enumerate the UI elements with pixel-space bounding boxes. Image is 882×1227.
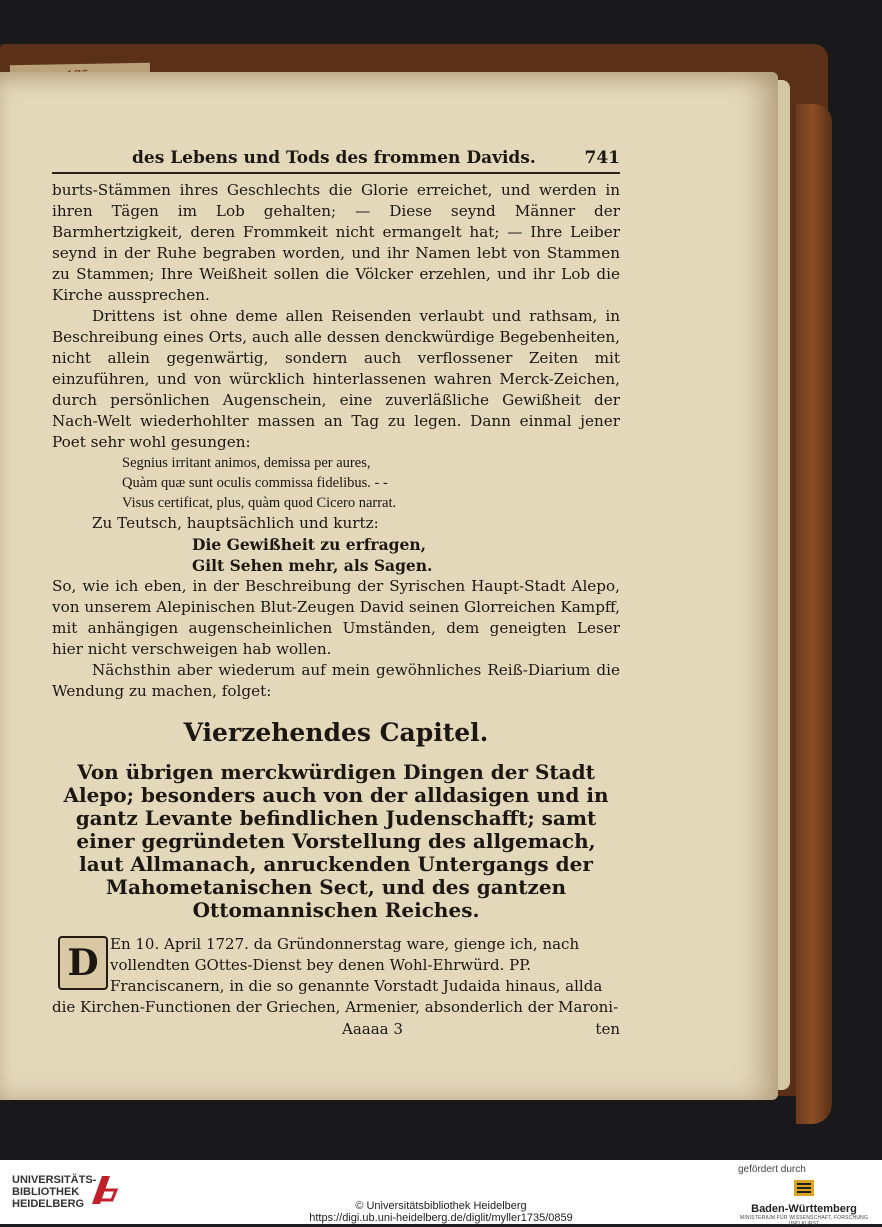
latin-line-3: Visus certificat, plus, quàm quod Cicero narrat. [122, 495, 397, 511]
chapter-subtitle: Von übrigen merckwürdigen Dingen der Stadt Alepo; besonders auch von der alldasigen und in gantz Levante befindlichen Judenschafft; samt einer gegründeten Vorstellung des allgemach, laut Allmanach, anruckenden Untergangs der Mahometanischen Sect, und des gantzen Ottomannischen Reiches. [63, 760, 609, 922]
zu-teutsch-line: Zu Teutsch, hauptsächlich und kurtz: [92, 514, 379, 532]
sponsor-name: Baden-Württemberg [751, 1203, 857, 1215]
funded-by-label: gefördert durch [738, 1164, 806, 1175]
library-name-line-1: UNIVERSITÄTS- [12, 1174, 97, 1186]
library-name-line-2: BIBLIOTHEK [12, 1186, 80, 1198]
decorated-initial: D [58, 936, 108, 990]
paragraph-2: Drittens ist ohne deme allen Reisenden verlaubt und rathsam, in Beschreibung eines Orts, auch alle dessen denckwürdige Begebenheiten, nicht allein gegenwärtig, sondern auch verflossener Zeiten mit einzuführen, und von würcklich hinterlassenen wahren Merck-Zeichen, durch persönlichen Augenschein, eine zuverläßliche Gewißheit der Nach-Welt wiederhohlter massen an Tag zu legen. Dann einmal jener Poet sehr wohl gesungen: [52, 307, 620, 451]
cover-edge [796, 104, 832, 1124]
chapter-opening [52, 934, 620, 1018]
poem-line-1: Die Gewißheit zu erfragen, [192, 535, 427, 554]
latin-line-2: Quàm quæ sunt oculis commissa fidelibus. - - [122, 475, 388, 491]
page-text [52, 148, 620, 1038]
running-head [52, 148, 620, 174]
paragraph-5: En 10. April 1727. da Gründonnerstag ware, gienge ich, nach vollendten GOttes-Dienst bey denen Wohl-Ehrwürd. PP. Franciscanern, in die so genannte Vorstadt Judaida hinaus, allda [110, 935, 603, 995]
copyright-text: © Universitätsbibliothek Heidelberg [355, 1200, 527, 1212]
poem-line-2: Gilt Sehen mehr, als Sagen. [192, 556, 433, 575]
paragraph-5-last-line: die Kirchen-Functionen der Griechen, Armenier, absonderlich der Maroni- [52, 998, 619, 1016]
signature-line [52, 1020, 620, 1038]
catchword: ten [595, 1020, 620, 1038]
viewer-footer [0, 1160, 882, 1227]
library-name-line-3: HEIDELBERG [12, 1198, 85, 1210]
signature-mark: Aaaaa 3 [342, 1020, 403, 1038]
page-number: 741 [584, 148, 620, 168]
chapter-title: Vierzehendes Capitel. [183, 718, 489, 747]
paragraph-1: burts-Stämmen ihres Geschlechts die Glorie erreichet, und werden in ihren Tägen im Lob gehalten; — Diese seynd Männer der Barmhertzigkeit, deren Frommkeit nicht ermangelt hat; — Ihre Leiber seynd in der Ruhe begraben worden, und ihr Namen lebt von Stammen zu Stammen; Ihre Weißheit sollen die Völcker erzehlen, und ihr Lob die Kirche aussprechen. [52, 181, 620, 304]
latin-line-1: Segnius irritant animos, demissa per aures, [122, 455, 371, 471]
sponsor-logo[interactable] [734, 1178, 874, 1227]
permalink[interactable]: https://digi.ub.uni-heidelberg.de/diglit/myller1735/0859 [309, 1212, 573, 1224]
baden-wuerttemberg-crest-icon [788, 1178, 820, 1198]
ministry-name: MINISTERIUM FÜR WISSENSCHAFT, FORSCHUNG UND KUNST [739, 1215, 869, 1227]
paragraph-3: So, wie ich eben, in der Beschreibung der Syrischen Haupt-Stadt Alepo, von unserem Alepinischen Blut-Zeugen David seinen Glorreichen Kampff, mit anhängigen augenscheinlichen Umständen, dem geneigten Leser hier nicht verschweigen hab wollen. [52, 577, 620, 658]
running-head-title: des Lebens und Tods des frommen Davids. [132, 148, 536, 168]
paragraph-4: Nächsthin aber wiederum auf mein gewöhnliches Reiß-Diarium die Wendung zu machen, folget: [52, 661, 620, 700]
